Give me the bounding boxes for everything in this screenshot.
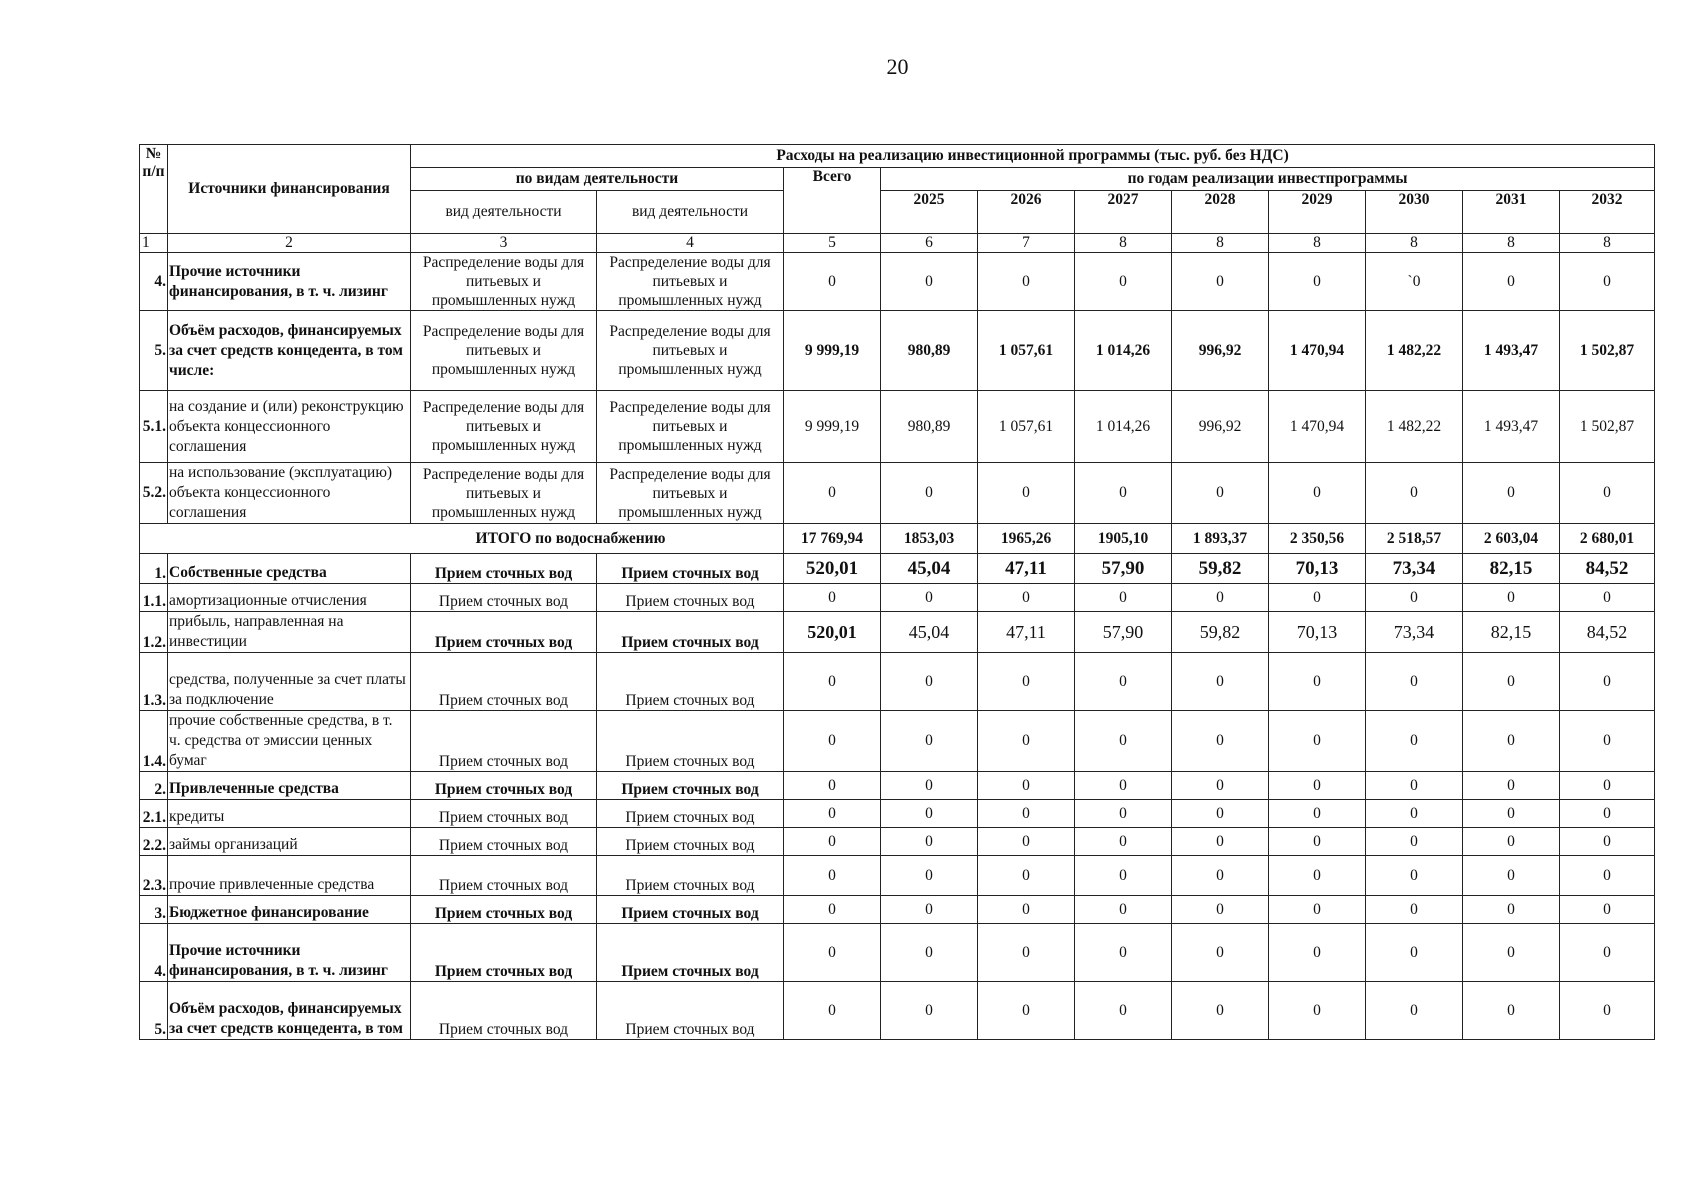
row-year-value: 0 bbox=[1366, 828, 1463, 856]
row-year-value: 0 bbox=[1269, 584, 1366, 612]
itogo-total: 17 769,94 bbox=[784, 524, 881, 554]
row-year-value: 0 bbox=[1366, 896, 1463, 924]
row-activity-2: Прием сточных вод bbox=[597, 924, 784, 982]
row-activity-1: Прием сточных вод bbox=[411, 584, 597, 612]
header-sources: Источники финансирования bbox=[168, 145, 411, 234]
table-row bbox=[140, 391, 1655, 463]
row-total: 0 bbox=[784, 800, 881, 828]
table-row bbox=[140, 711, 1655, 772]
row-year-value: 0 bbox=[1269, 896, 1366, 924]
table-row bbox=[140, 584, 1655, 612]
row-year-value: 0 bbox=[881, 772, 978, 800]
itogo-year-value: 2 350,56 bbox=[1269, 524, 1366, 554]
table-row bbox=[140, 653, 1655, 711]
row-year-value: 47,11 bbox=[978, 612, 1075, 653]
row-year-value: 996,92 bbox=[1172, 311, 1269, 391]
row-year-value: 0 bbox=[1075, 828, 1172, 856]
row-year-value: 0 bbox=[1366, 653, 1463, 711]
row-year-value: 1 470,94 bbox=[1269, 391, 1366, 463]
row-year-value: 0 bbox=[881, 463, 978, 524]
header-year-2025: 2025 bbox=[881, 191, 978, 234]
header-activity-type-2: вид деятельности bbox=[597, 191, 784, 234]
column-number: 3 bbox=[411, 234, 597, 253]
row-year-value: 1 470,94 bbox=[1269, 311, 1366, 391]
row-year-value: 0 bbox=[1172, 772, 1269, 800]
column-number: 8 bbox=[1560, 234, 1655, 253]
row-year-value: 73,34 bbox=[1366, 554, 1463, 584]
row-year-value: 0 bbox=[978, 772, 1075, 800]
row-year-value: 0 bbox=[1172, 653, 1269, 711]
row-activity-2: Прием сточных вод bbox=[597, 896, 784, 924]
row-year-value: 0 bbox=[1463, 584, 1560, 612]
row-activity-2: Прием сточных вод bbox=[597, 653, 784, 711]
column-number: 8 bbox=[1366, 234, 1463, 253]
row-index: 4. bbox=[140, 924, 168, 982]
row-year-value: 0 bbox=[978, 896, 1075, 924]
row-year-value: 0 bbox=[1366, 800, 1463, 828]
row-source-name: на создание и (или) реконструкцию объекта концессионного соглашения bbox=[168, 391, 411, 463]
row-year-value: 0 bbox=[978, 584, 1075, 612]
row-index: 2.3. bbox=[140, 856, 168, 896]
row-year-value: 0 bbox=[1463, 800, 1560, 828]
row-source-name: средства, полученные за счет платы за подключение bbox=[168, 653, 411, 711]
row-activity-2: Прием сточных вод bbox=[597, 800, 784, 828]
row-activity-2: Прием сточных вод bbox=[597, 856, 784, 896]
row-index: 1.2. bbox=[140, 612, 168, 653]
row-total: 0 bbox=[784, 924, 881, 982]
row-year-value: 1 493,47 bbox=[1463, 391, 1560, 463]
row-year-value: 0 bbox=[1075, 253, 1172, 311]
row-activity-1: Прием сточных вод bbox=[411, 896, 597, 924]
table-row bbox=[140, 924, 1655, 982]
column-number: 8 bbox=[1172, 234, 1269, 253]
row-year-value: 0 bbox=[1560, 856, 1655, 896]
row-year-value: 70,13 bbox=[1269, 554, 1366, 584]
header-year-2026: 2026 bbox=[978, 191, 1075, 234]
row-year-value: 1 482,22 bbox=[1366, 391, 1463, 463]
row-year-value: 47,11 bbox=[978, 554, 1075, 584]
row-year-value: 0 bbox=[1560, 463, 1655, 524]
row-year-value: 0 bbox=[1269, 711, 1366, 772]
row-activity-1: Прием сточных вод bbox=[411, 856, 597, 896]
row-year-value: 1 482,22 bbox=[1366, 311, 1463, 391]
row-year-value: 1 502,87 bbox=[1560, 311, 1655, 391]
table-row bbox=[140, 856, 1655, 896]
investment-financing-table bbox=[139, 144, 1655, 1040]
row-year-value: 996,92 bbox=[1172, 391, 1269, 463]
row-source-name: прибыль, направленная на инвестиции bbox=[168, 612, 411, 653]
header-activity-type-1: вид деятельности bbox=[411, 191, 597, 234]
row-activity-1: Прием сточных вод bbox=[411, 924, 597, 982]
column-number: 8 bbox=[1075, 234, 1172, 253]
row-year-value: 0 bbox=[1172, 856, 1269, 896]
row-year-value: 0 bbox=[1075, 463, 1172, 524]
itogo-label: ИТОГО по водоснабжению bbox=[140, 524, 784, 554]
row-year-value: 45,04 bbox=[881, 554, 978, 584]
row-activity-1: Прием сточных вод bbox=[411, 828, 597, 856]
row-year-value: 0 bbox=[1075, 584, 1172, 612]
row-source-name: амортизационные отчисления bbox=[168, 584, 411, 612]
row-year-value: 980,89 bbox=[881, 391, 978, 463]
row-year-value: 0 bbox=[978, 828, 1075, 856]
row-index: 5.2. bbox=[140, 463, 168, 524]
row-year-value: 0 bbox=[1463, 711, 1560, 772]
row-year-value: 0 bbox=[1366, 982, 1463, 1040]
row-index: 4. bbox=[140, 253, 168, 311]
row-year-value: 0 bbox=[881, 800, 978, 828]
row-index: 5.1. bbox=[140, 391, 168, 463]
row-year-value: 0 bbox=[1463, 828, 1560, 856]
row-index: 2.1. bbox=[140, 800, 168, 828]
header-num: № п/п bbox=[140, 145, 168, 234]
row-year-value: 0 bbox=[1463, 772, 1560, 800]
table-row bbox=[140, 772, 1655, 800]
row-year-value: 0 bbox=[1172, 982, 1269, 1040]
row-year-value: 0 bbox=[1075, 800, 1172, 828]
table-row bbox=[140, 554, 1655, 584]
row-source-name: Привлеченные средства bbox=[168, 772, 411, 800]
row-year-value: 0 bbox=[1172, 896, 1269, 924]
header-year-2031: 2031 bbox=[1463, 191, 1560, 234]
column-number: 5 bbox=[784, 234, 881, 253]
row-year-value: 0 bbox=[1075, 896, 1172, 924]
row-year-value: 82,15 bbox=[1463, 612, 1560, 653]
row-total: 0 bbox=[784, 772, 881, 800]
row-year-value: 59,82 bbox=[1172, 612, 1269, 653]
row-total: 520,01 bbox=[784, 612, 881, 653]
row-year-value: 57,90 bbox=[1075, 612, 1172, 653]
row-year-value: 0 bbox=[1560, 711, 1655, 772]
row-year-value: 84,52 bbox=[1560, 612, 1655, 653]
table-row bbox=[140, 800, 1655, 828]
row-year-value: 0 bbox=[1269, 828, 1366, 856]
itogo-year-value: 2 603,04 bbox=[1463, 524, 1560, 554]
row-activity-1: Распределение воды для питьевых и промышленных нужд bbox=[411, 311, 597, 391]
header-year-2030: 2030 bbox=[1366, 191, 1463, 234]
row-year-value: 0 bbox=[978, 856, 1075, 896]
header-by-activity: по видам деятельности bbox=[411, 168, 784, 191]
row-year-value: 0 bbox=[881, 653, 978, 711]
row-total: 0 bbox=[784, 828, 881, 856]
header-year-2032: 2032 bbox=[1560, 191, 1655, 234]
row-year-value: 0 bbox=[881, 828, 978, 856]
row-year-value: 0 bbox=[1075, 924, 1172, 982]
row-source-name: Бюджетное финансирование bbox=[168, 896, 411, 924]
row-activity-2: Распределение воды для питьевых и промышленных нужд bbox=[597, 311, 784, 391]
row-year-value: 0 bbox=[1463, 653, 1560, 711]
itogo-row bbox=[140, 524, 1655, 554]
row-activity-2: Прием сточных вод bbox=[597, 772, 784, 800]
table-row bbox=[140, 896, 1655, 924]
page-number: 20 bbox=[886, 54, 909, 79]
column-number: 7 bbox=[978, 234, 1075, 253]
row-year-value: 0 bbox=[1172, 253, 1269, 311]
row-year-value: 0 bbox=[1560, 828, 1655, 856]
row-year-value: 0 bbox=[1075, 982, 1172, 1040]
row-total: 0 bbox=[784, 253, 881, 311]
row-year-value: 0 bbox=[1560, 924, 1655, 982]
row-year-value: 0 bbox=[1560, 253, 1655, 311]
row-year-value: 0 bbox=[1463, 856, 1560, 896]
row-total: 0 bbox=[784, 711, 881, 772]
row-year-value: 0 bbox=[881, 856, 978, 896]
row-year-value: 0 bbox=[1172, 924, 1269, 982]
row-year-value: 0 bbox=[1075, 856, 1172, 896]
row-year-value: 0 bbox=[881, 982, 978, 1040]
row-year-value: 0 bbox=[978, 800, 1075, 828]
row-year-value: 1 493,47 bbox=[1463, 311, 1560, 391]
row-activity-1: Распределение воды для питьевых и промышленных нужд bbox=[411, 391, 597, 463]
row-year-value: 0 bbox=[1075, 653, 1172, 711]
row-year-value: 1 014,26 bbox=[1075, 311, 1172, 391]
row-total: 0 bbox=[784, 856, 881, 896]
row-activity-1: Прием сточных вод bbox=[411, 612, 597, 653]
row-source-name: прочие собственные средства, в т. ч. средства от эмиссии ценных бумаг bbox=[168, 711, 411, 772]
row-year-value: 0 bbox=[978, 924, 1075, 982]
itogo-year-value: 1965,26 bbox=[978, 524, 1075, 554]
row-year-value: 980,89 bbox=[881, 311, 978, 391]
row-year-value: 0 bbox=[881, 253, 978, 311]
table-row bbox=[140, 982, 1655, 1040]
row-year-value: 0 bbox=[978, 653, 1075, 711]
row-year-value: 0 bbox=[1172, 584, 1269, 612]
row-activity-1: Прием сточных вод bbox=[411, 554, 597, 584]
header-total: Всего bbox=[784, 168, 881, 234]
row-year-value: 0 bbox=[1172, 800, 1269, 828]
row-year-value: 0 bbox=[1269, 800, 1366, 828]
row-year-value: 0 bbox=[1560, 896, 1655, 924]
row-activity-2: Распределение воды для питьевых и промышленных нужд bbox=[597, 253, 784, 311]
row-year-value: 73,34 bbox=[1366, 612, 1463, 653]
row-year-value: 0 bbox=[1463, 253, 1560, 311]
row-year-value: 0 bbox=[1366, 584, 1463, 612]
row-year-value: 0 bbox=[1463, 982, 1560, 1040]
row-year-value: 1 057,61 bbox=[978, 311, 1075, 391]
row-year-value: 0 bbox=[1269, 463, 1366, 524]
row-activity-1: Прием сточных вод bbox=[411, 982, 597, 1040]
row-source-name: Объём расходов, финансируемых за счет средств концедента, в том числе: bbox=[168, 311, 411, 391]
row-year-value: 0 bbox=[1269, 982, 1366, 1040]
row-year-value: `0 bbox=[1366, 253, 1463, 311]
row-activity-2: Прием сточных вод bbox=[597, 554, 784, 584]
row-source-name: Собственные средства bbox=[168, 554, 411, 584]
row-year-value: 0 bbox=[1269, 856, 1366, 896]
row-index: 1. bbox=[140, 554, 168, 584]
row-total: 520,01 bbox=[784, 554, 881, 584]
row-year-value: 82,15 bbox=[1463, 554, 1560, 584]
row-total: 0 bbox=[784, 896, 881, 924]
column-number: 4 bbox=[597, 234, 784, 253]
table-row bbox=[140, 828, 1655, 856]
row-activity-1: Прием сточных вод bbox=[411, 772, 597, 800]
row-year-value: 0 bbox=[881, 711, 978, 772]
row-year-value: 0 bbox=[978, 982, 1075, 1040]
row-total: 9 999,19 bbox=[784, 391, 881, 463]
row-activity-2: Распределение воды для питьевых и промышленных нужд bbox=[597, 463, 784, 524]
row-year-value: 0 bbox=[978, 253, 1075, 311]
row-activity-2: Прием сточных вод bbox=[597, 982, 784, 1040]
row-activity-2: Распределение воды для питьевых и промышленных нужд bbox=[597, 391, 784, 463]
row-index: 3. bbox=[140, 896, 168, 924]
row-year-value: 84,52 bbox=[1560, 554, 1655, 584]
row-year-value: 0 bbox=[1269, 653, 1366, 711]
row-year-value: 0 bbox=[1172, 463, 1269, 524]
row-activity-2: Прием сточных вод bbox=[597, 612, 784, 653]
row-activity-1: Прием сточных вод bbox=[411, 653, 597, 711]
row-total: 0 bbox=[784, 463, 881, 524]
row-year-value: 0 bbox=[1075, 772, 1172, 800]
row-index: 1.3. bbox=[140, 653, 168, 711]
row-year-value: 0 bbox=[978, 463, 1075, 524]
column-number: 8 bbox=[1269, 234, 1366, 253]
row-index: 2. bbox=[140, 772, 168, 800]
row-year-value: 0 bbox=[1560, 772, 1655, 800]
row-year-value: 0 bbox=[1463, 463, 1560, 524]
row-activity-2: Прием сточных вод bbox=[597, 584, 784, 612]
row-source-name: прочие привлеченные средства bbox=[168, 856, 411, 896]
row-year-value: 0 bbox=[1463, 924, 1560, 982]
row-year-value: 1 502,87 bbox=[1560, 391, 1655, 463]
row-year-value: 45,04 bbox=[881, 612, 978, 653]
table-row bbox=[140, 612, 1655, 653]
row-year-value: 1 057,61 bbox=[978, 391, 1075, 463]
header-by-years: по годам реализации инвестпрограммы bbox=[881, 168, 1655, 191]
row-year-value: 0 bbox=[881, 924, 978, 982]
row-total: 9 999,19 bbox=[784, 311, 881, 391]
row-year-value: 0 bbox=[1560, 653, 1655, 711]
row-source-name: Объём расходов, финансируемых за счет средств концедента, в том bbox=[168, 982, 411, 1040]
row-year-value: 0 bbox=[1366, 772, 1463, 800]
row-index: 5. bbox=[140, 982, 168, 1040]
table-row bbox=[140, 311, 1655, 391]
column-number: 1 bbox=[140, 234, 168, 253]
header-expenses: Расходы на реализацию инвестиционной программы (тыс. руб. без НДС) bbox=[411, 145, 1655, 168]
column-number: 6 bbox=[881, 234, 978, 253]
row-year-value: 0 bbox=[1463, 896, 1560, 924]
column-number: 8 bbox=[1463, 234, 1560, 253]
row-year-value: 0 bbox=[1560, 800, 1655, 828]
itogo-year-value: 1 893,37 bbox=[1172, 524, 1269, 554]
row-year-value: 57,90 bbox=[1075, 554, 1172, 584]
row-year-value: 0 bbox=[1269, 924, 1366, 982]
row-activity-1: Прием сточных вод bbox=[411, 800, 597, 828]
table-row bbox=[140, 253, 1655, 311]
row-year-value: 0 bbox=[1269, 772, 1366, 800]
row-source-name: Прочие источники финансирования, в т. ч. лизинг bbox=[168, 924, 411, 982]
itogo-year-value: 1853,03 bbox=[881, 524, 978, 554]
row-index: 1.4. bbox=[140, 711, 168, 772]
row-activity-1: Прием сточных вод bbox=[411, 711, 597, 772]
row-year-value: 0 bbox=[1172, 828, 1269, 856]
row-year-value: 0 bbox=[1366, 924, 1463, 982]
header-year-2027: 2027 bbox=[1075, 191, 1172, 234]
row-source-name: на использование (эксплуатацию) объекта концессионного соглашения bbox=[168, 463, 411, 524]
header-year-2029: 2029 bbox=[1269, 191, 1366, 234]
itogo-year-value: 2 518,57 bbox=[1366, 524, 1463, 554]
row-total: 0 bbox=[784, 584, 881, 612]
row-activity-1: Распределение воды для питьевых и промышленных нужд bbox=[411, 463, 597, 524]
row-year-value: 0 bbox=[1366, 463, 1463, 524]
row-index: 2.2. bbox=[140, 828, 168, 856]
row-year-value: 0 bbox=[1075, 711, 1172, 772]
row-source-name: кредиты bbox=[168, 800, 411, 828]
row-activity-2: Прием сточных вод bbox=[597, 711, 784, 772]
table-row bbox=[140, 463, 1655, 524]
row-year-value: 0 bbox=[1172, 711, 1269, 772]
row-activity-1: Распределение воды для питьевых и промышленных нужд bbox=[411, 253, 597, 311]
row-year-value: 59,82 bbox=[1172, 554, 1269, 584]
row-year-value: 0 bbox=[1560, 584, 1655, 612]
row-activity-2: Прием сточных вод bbox=[597, 828, 784, 856]
row-year-value: 1 014,26 bbox=[1075, 391, 1172, 463]
row-source-name: Прочие источники финансирования, в т. ч. лизинг bbox=[168, 253, 411, 311]
row-total: 0 bbox=[784, 982, 881, 1040]
row-total: 0 bbox=[784, 653, 881, 711]
itogo-year-value: 2 680,01 bbox=[1560, 524, 1655, 554]
row-year-value: 0 bbox=[1366, 856, 1463, 896]
row-year-value: 0 bbox=[881, 896, 978, 924]
row-year-value: 0 bbox=[1366, 711, 1463, 772]
row-year-value: 70,13 bbox=[1269, 612, 1366, 653]
row-year-value: 0 bbox=[1269, 253, 1366, 311]
row-index: 1.1. bbox=[140, 584, 168, 612]
itogo-year-value: 1905,10 bbox=[1075, 524, 1172, 554]
row-year-value: 0 bbox=[978, 711, 1075, 772]
row-year-value: 0 bbox=[1560, 982, 1655, 1040]
header-year-2028: 2028 bbox=[1172, 191, 1269, 234]
column-number: 2 bbox=[168, 234, 411, 253]
row-year-value: 0 bbox=[881, 584, 978, 612]
row-source-name: займы организаций bbox=[168, 828, 411, 856]
row-index: 5. bbox=[140, 311, 168, 391]
